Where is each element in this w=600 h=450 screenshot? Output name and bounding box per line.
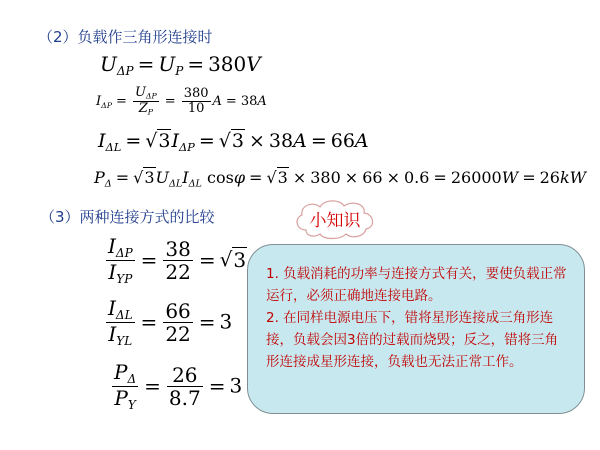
knowledge-tag	[292, 198, 378, 240]
section-heading-comparison: （3）两种连接方式的比较	[40, 208, 215, 226]
section-heading-delta: （2）负载作三角形连接时	[38, 28, 213, 46]
equation-line-current-ratio: $\frac{I_{\Delta L}}{I_{YL}}$ = $\frac{66}{22}$ = 3	[108, 296, 233, 348]
equation-phase-current: $I_{\Delta P}$ = $\frac{U_{\Delta P}}{Z_P}$ = $\frac{380}{10}$ A = 38A	[96, 85, 267, 117]
equation-phase-current-ratio: $\frac{I_{\Delta P}}{I_{YP}}$ = $\frac{38}{22}$ = √3	[108, 234, 247, 286]
equation-line-current: $I_{\Delta L} = √3I_{\Delta P} = √3 \times 38A = 66A$	[98, 130, 369, 154]
knowledge-tag-label: 小知识	[309, 211, 361, 231]
knowledge-note-box	[247, 244, 585, 414]
note-point-1: 1. 负载消耗的功率与连接方式有关，要使负载正常运行，必须正确地连接电路。	[266, 266, 567, 304]
note-point-2: 2. 在同样电源电压下，错将星形连接成三角形连接，负载会因3倍的过载而烧毁；反之，错将三角形连接成星形连接，负载也无法正常工作。	[266, 310, 559, 370]
equation-power: $P_\Delta = √3U_{\Delta L}I_{\Delta L}$ cosφ = √3 × 380 × 66 × 0.6 = 26000W = 26kW	[94, 168, 587, 190]
equation-phase-voltage: $U_{\Delta P} = U_P = 380V$	[100, 52, 261, 79]
equation-power-ratio: $\frac{P_\Delta}{P_Y}$ = $\frac{26}{8.7}$ = 3	[114, 360, 243, 412]
